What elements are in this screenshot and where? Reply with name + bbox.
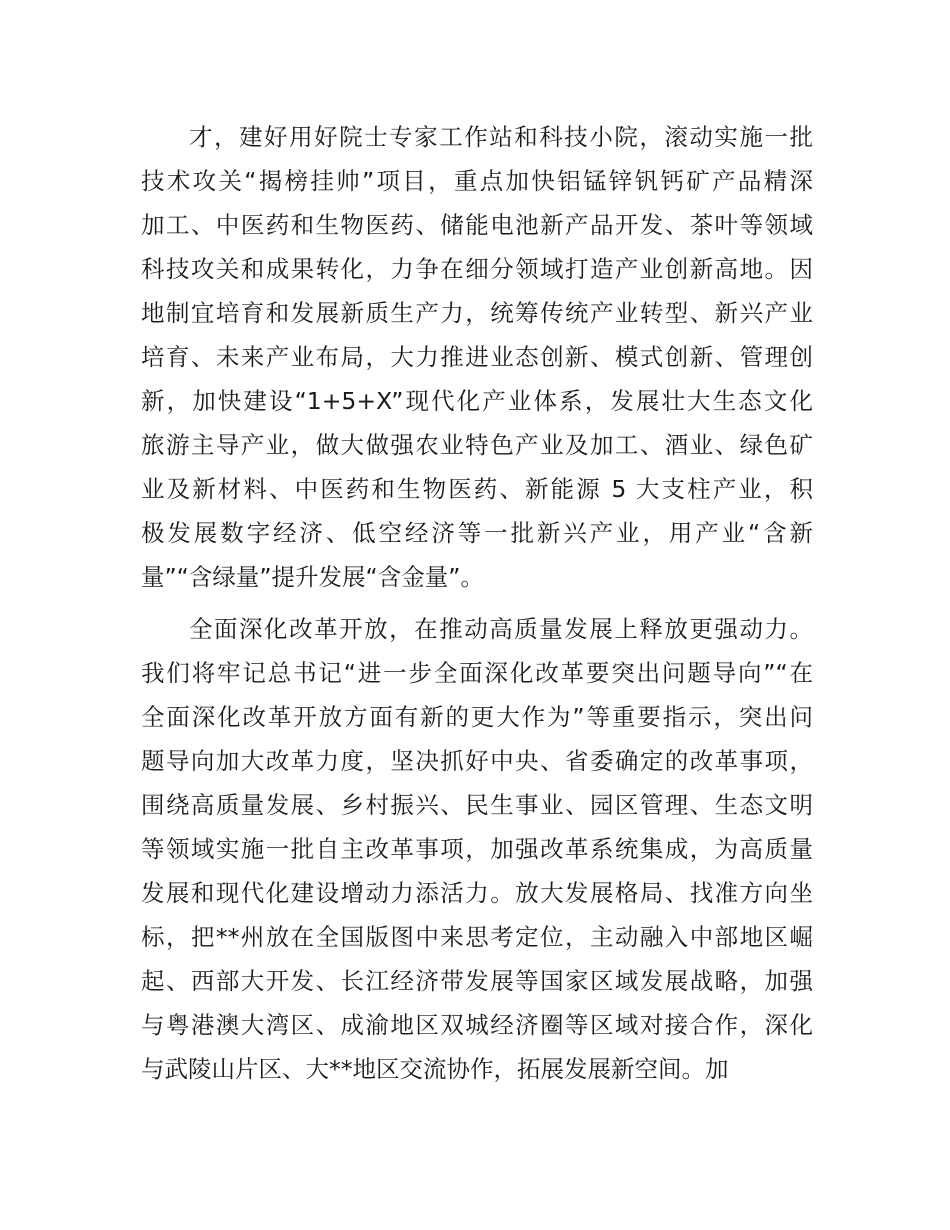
- text-line: 技术攻关“揭榜挂帅”项目，重点加快铝锰锌钒钙矿产品精深: [141, 167, 813, 195]
- text-line: 旅游主导产业，做大做强农业特色产业及加工、酒业、绿色矿: [141, 431, 813, 459]
- text-line: 加工、中医药和生物医药、储能电池新产品开发、茶叶等领域: [141, 211, 813, 239]
- text-line: 起、西部大开发、长江经济带发展等国家区域发展战略，加强: [141, 967, 813, 995]
- text-line: 新，加快建设“1+5+X”现代化产业体系，发展壮大生态文化: [141, 387, 813, 415]
- text-line: 与武陵山片区、大**地区交流协作，拓展发展新空间。加: [141, 1055, 729, 1083]
- text-line: 培育、未来产业布局，大力推进业态创新、模式创新、管理创: [141, 343, 813, 371]
- text-line: 围绕高质量发展、乡村振兴、民生事业、园区管理、生态文明: [141, 791, 813, 819]
- text-line: 极发展数字经济、低空经济等一批新兴产业，用产业“含新: [141, 519, 813, 547]
- text-line: 与粤港澳大湾区、成渝地区双城经济圈等区域对接合作，深化: [141, 1011, 813, 1039]
- text-line: 才，建好用好院士专家工作站和科技小院，滚动实施一批: [189, 123, 813, 151]
- text-line: 科技攻关和成果转化，力争在细分领域打造产业创新高地。因: [141, 255, 813, 283]
- text-line: 我们将牢记总书记“进一步全面深化改革要突出问题导向”“在: [141, 659, 813, 687]
- text-line: 题导向加大改革力度，坚决抓好中央、省委确定的改革事项，: [141, 747, 813, 775]
- text-line: 等领域实施一批自主改革事项，加强改革系统集成，为高质量: [141, 835, 813, 863]
- text-line: 地制宜培育和发展新质生产力，统筹传统产业转型、新兴产业: [141, 299, 813, 327]
- text-line: 标，把**州放在全国版图中来思考定位，主动融入中部地区崛: [141, 923, 813, 951]
- text-line: 业及新材料、中医药和生物医药、新能源 5 大支柱产业，积: [141, 475, 813, 503]
- text-line: 发展和现代化建设增动力添活力。放大发展格局、找准方向坐: [141, 879, 813, 907]
- text-line: 全面深化改革开放，在推动高质量发展上释放更强动力。: [189, 615, 813, 643]
- text-line: 全面深化改革开放方面有新的更大作为”等重要指示，突出问: [141, 703, 813, 731]
- text-line: 量”“含绿量”提升发展“含金量”。: [141, 563, 484, 591]
